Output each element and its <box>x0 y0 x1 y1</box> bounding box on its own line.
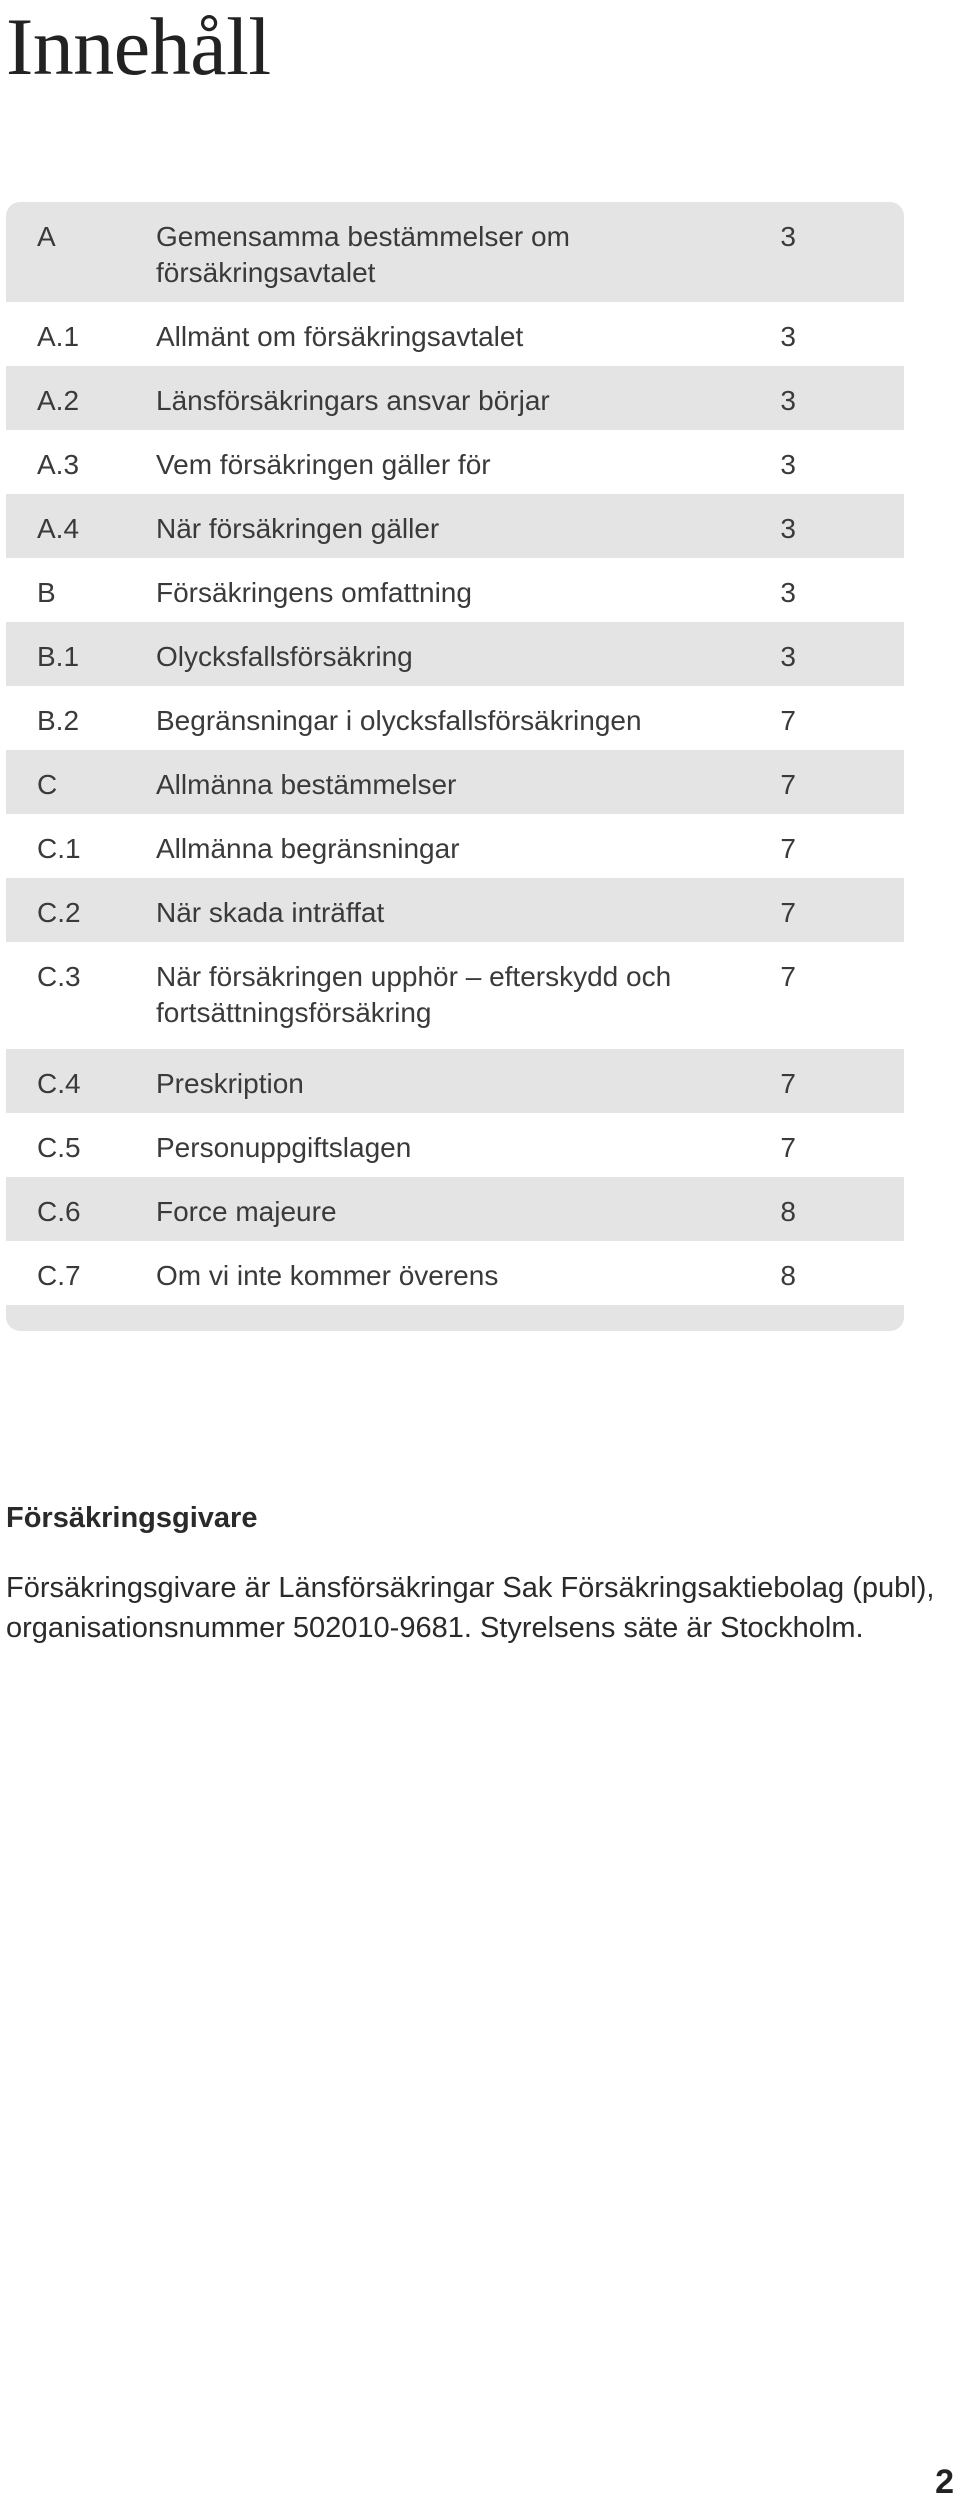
toc-page-number: 3 <box>780 513 796 544</box>
toc-section-title: Om vi inte kommer överens <box>156 1260 499 1291</box>
toc-page-number: 7 <box>780 961 796 992</box>
toc-section-title: Olycksfallsförsäkring <box>156 641 413 672</box>
page-number: 2 <box>935 2463 954 2501</box>
insurer-text: Försäkringsgivare är Länsförsäkringar Sak Försäkringsaktiebolag (publ), organisationsnummer 502010-9681. Styrelsens säte är Stockholm. <box>6 1572 935 1644</box>
toc-row[interactable] <box>6 202 904 302</box>
toc-page-number: 3 <box>780 385 796 416</box>
toc-section-title: Personuppgiftslagen <box>156 1132 412 1163</box>
toc-section-number: B.2 <box>37 705 80 736</box>
toc-page-number: 3 <box>780 449 796 480</box>
toc-section-title: Gemensamma bestämmelser om försäkringsavtalet <box>156 221 570 288</box>
toc-row[interactable] <box>6 622 904 686</box>
toc-row[interactable] <box>6 302 904 366</box>
toc-row[interactable] <box>6 686 904 750</box>
toc-section-title: Allmänt om försäkringsavtalet <box>156 321 524 352</box>
toc-section-number: C.5 <box>37 1132 81 1163</box>
toc-section-number: C.4 <box>37 1068 81 1099</box>
toc-row[interactable] <box>6 1113 904 1177</box>
toc-section-title: När skada inträffat <box>156 897 385 928</box>
toc-section-number: A.3 <box>37 449 80 480</box>
insurer-heading: Försäkringsgivare <box>6 1502 258 1534</box>
page-title: Innehåll <box>6 1 271 92</box>
toc-page-number: 3 <box>780 641 796 672</box>
toc-page-number: 7 <box>780 833 796 864</box>
toc-section-number: C.2 <box>37 897 81 928</box>
toc-row[interactable] <box>6 1177 904 1241</box>
toc-row[interactable] <box>6 942 904 1049</box>
toc-footer-band <box>6 1305 904 1331</box>
toc-section-number: A <box>37 221 56 252</box>
toc-page-number: 8 <box>780 1196 796 1227</box>
toc-row[interactable] <box>6 558 904 622</box>
toc-section-title: Allmänna bestämmelser <box>156 769 457 800</box>
toc-section-number: A.2 <box>37 385 80 416</box>
toc-row[interactable] <box>6 366 904 430</box>
toc-section-number: C <box>37 769 58 800</box>
toc-section-title: Allmänna begränsningar <box>156 833 460 864</box>
toc-section-title: Länsförsäkringars ansvar börjar <box>156 385 550 416</box>
toc-section-number: C.7 <box>37 1260 81 1291</box>
toc-section-number: C.6 <box>37 1196 81 1227</box>
toc-section-title: När försäkringen gäller <box>156 513 440 544</box>
toc-row[interactable] <box>6 1241 904 1305</box>
table-of-contents <box>6 202 904 1331</box>
toc-page-number: 3 <box>780 577 796 608</box>
toc-page-number: 8 <box>780 1260 796 1291</box>
toc-page-number: 7 <box>780 769 796 800</box>
toc-page-number: 7 <box>780 1068 796 1099</box>
toc-section-title: Begränsningar i olycksfallsförsäkringen <box>156 705 642 736</box>
toc-section-title: Vem försäkringen gäller för <box>156 449 491 480</box>
toc-page-number: 3 <box>780 221 796 252</box>
toc-section-title: När försäkringen upphör – efterskydd och fortsättningsförsäkring <box>156 961 672 1028</box>
toc-section-number: B <box>37 577 56 608</box>
toc-section-title: Försäkringens omfattning <box>156 577 472 608</box>
toc-section-title: Preskription <box>156 1068 304 1099</box>
toc-page-number: 7 <box>780 705 796 736</box>
toc-row[interactable] <box>6 430 904 494</box>
toc-section-number: A.1 <box>37 321 80 352</box>
toc-row[interactable] <box>6 878 904 942</box>
toc-row[interactable] <box>6 1049 904 1113</box>
toc-row[interactable] <box>6 814 904 878</box>
toc-section-number: B.1 <box>37 641 80 672</box>
toc-section-number: C.1 <box>37 833 81 864</box>
toc-section-title: Force majeure <box>156 1196 337 1227</box>
toc-page-number: 3 <box>780 321 796 352</box>
toc-row[interactable] <box>6 750 904 814</box>
toc-page-number: 7 <box>780 897 796 928</box>
toc-row[interactable] <box>6 494 904 558</box>
toc-section-number: A.4 <box>37 513 80 544</box>
toc-section-number: C.3 <box>37 961 81 992</box>
toc-page-number: 7 <box>780 1132 796 1163</box>
